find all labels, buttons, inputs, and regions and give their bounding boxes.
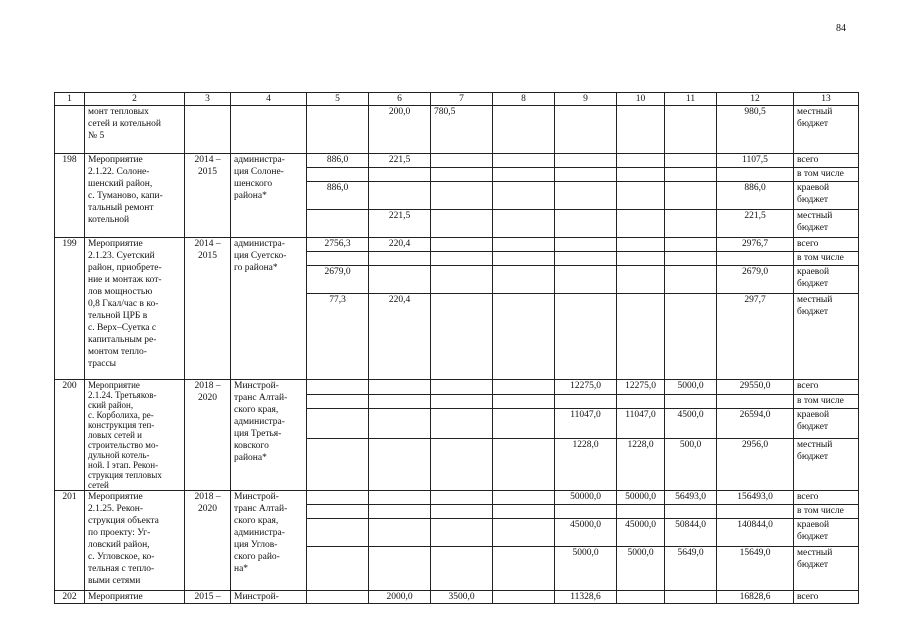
budget-type: в том числе [794,505,859,519]
measure-description: Мероприятие 2.1.24. Третьяков- ский район, с. Корболиха, ре- конструкция теп- ловых сетей и строительство мо- дульной котель- ной. I этап. Рекон- струкция тепловых сетей [85,380,185,491]
value-cell: 5000,0 [665,380,717,395]
value-cell: 2679,0 [307,266,369,294]
value-cell: 2756,3 [307,238,369,252]
value-cell: 5000,0 [617,547,665,591]
value-cell: 77,3 [307,294,369,380]
executor: Минстрой- [231,591,307,604]
measure-description: Мероприятие 2.1.23. Суетский район, приобрете- ние и монтаж кот- лов мощностью 0,8 Гкал/час в ко- тельной ЦРБ в с. Верх–Суетка с капитальным ре- монтом тепло- трассы [85,238,185,380]
value-cell: 26594,0 [717,409,794,438]
value-cell: 200,0 [369,106,431,154]
table-row [55,591,859,604]
table-row [55,380,859,395]
column-number: 6 [369,93,431,106]
column-number: 12 [717,93,794,106]
value-cell: 220,4 [369,294,431,380]
column-numbers-row [55,93,859,106]
budget-type: краевой бюджет [794,182,859,210]
period: 2018 – 2020 [185,491,231,591]
value-cell: 156493,0 [717,491,794,505]
column-number: 9 [555,93,617,106]
table-row [55,238,859,252]
value-cell: 140844,0 [717,519,794,547]
budget-type: всего [794,380,859,395]
value-cell: 5649,0 [665,547,717,591]
value-cell: 29550,0 [717,380,794,395]
budget-type: местный бюджет [794,438,859,490]
column-number: 10 [617,93,665,106]
period: 2014 – 2015 [185,154,231,238]
value-cell: 1228,0 [617,438,665,490]
value-cell: 3500,0 [431,591,493,604]
budget-type: всего [794,154,859,168]
value-cell: 500,0 [665,438,717,490]
table-row [55,491,859,505]
value-cell: 980,5 [717,106,794,154]
value-cell: 45000,0 [617,519,665,547]
value-cell: 221,5 [717,210,794,238]
value-cell: 4500,0 [665,409,717,438]
column-number: 1 [55,93,85,106]
budget-type: всего [794,238,859,252]
value-cell: 2679,0 [717,266,794,294]
value-cell: 56493,0 [665,491,717,505]
measure-description: Мероприятие 2.1.22. Солоне- шенский район, с. Туманово, капи- тальный ремонт котельной [85,154,185,238]
value-cell: 1107,5 [717,154,794,168]
column-number: 2 [85,93,185,106]
column-number: 11 [665,93,717,106]
value-cell: 50000,0 [617,491,665,505]
budget-type: местный бюджет [794,210,859,238]
measure-description: Мероприятие [85,591,185,604]
row-number: 200 [55,380,85,491]
value-cell: 780,5 [431,106,493,154]
value-cell: 11047,0 [555,409,617,438]
budget-type: местный бюджет [794,294,859,380]
period: 2015 – [185,591,231,604]
value-cell: 12275,0 [617,380,665,395]
row-number: 202 [55,591,85,604]
measure-description: монт тепловых сетей и котельной № 5 [85,106,185,154]
period: 2014 – 2015 [185,238,231,380]
column-number: 3 [185,93,231,106]
value-cell: 886,0 [307,154,369,168]
value-cell: 221,5 [369,210,431,238]
row-number: 198 [55,154,85,238]
value-cell: 2976,7 [717,238,794,252]
budget-type: местный бюджет [794,547,859,591]
value-cell: 50844,0 [665,519,717,547]
value-cell: 2000,0 [369,591,431,604]
value-cell: 11328,6 [555,591,617,604]
value-cell: 16828,6 [717,591,794,604]
value-cell: 297,7 [717,294,794,380]
budget-type: всего [794,591,859,604]
executor: администра- ция Солоне- шенского района* [231,154,307,238]
value-cell: 5000,0 [555,547,617,591]
value-cell: 886,0 [307,182,369,210]
budget-type: краевой бюджет [794,519,859,547]
column-number: 7 [431,93,493,106]
value-cell: 2956,0 [717,438,794,490]
column-number: 4 [231,93,307,106]
column-number: 5 [307,93,369,106]
executor: Минстрой- транс Алтай- ского края, администра- ция Третья- ковского района* [231,380,307,491]
budget-table [54,92,859,604]
column-number: 8 [493,93,555,106]
budget-type: в том числе [794,168,859,182]
budget-type: краевой бюджет [794,409,859,438]
table-row [55,106,859,154]
period: 2018 – 2020 [185,380,231,491]
value-cell: 15649,0 [717,547,794,591]
row-number: 199 [55,238,85,380]
value-cell: 221,5 [369,154,431,168]
page-number: 84 [836,23,846,34]
executor: администра- ция Суетско- го района* [231,238,307,380]
budget-type: краевой бюджет [794,266,859,294]
measure-description: Мероприятие 2.1.25. Рекон- струкция объекта по проекту: Уг- ловский район, с. Угловское, ко- тельная с тепло- выми сетями [85,491,185,591]
value-cell: 886,0 [717,182,794,210]
value-cell: 220,4 [369,238,431,252]
executor: Минстрой- транс Алтай- ского края, администра- ция Углов- ского райо- на* [231,491,307,591]
value-cell: 45000,0 [555,519,617,547]
row-number: 201 [55,491,85,591]
budget-type: местный бюджет [794,106,859,154]
value-cell: 11047,0 [617,409,665,438]
value-cell: 12275,0 [555,380,617,395]
value-cell: 1228,0 [555,438,617,490]
value-cell: 50000,0 [555,491,617,505]
budget-type: в том числе [794,252,859,266]
column-number: 13 [794,93,859,106]
budget-type: в том числе [794,394,859,409]
table-row [55,154,859,168]
budget-type: всего [794,491,859,505]
